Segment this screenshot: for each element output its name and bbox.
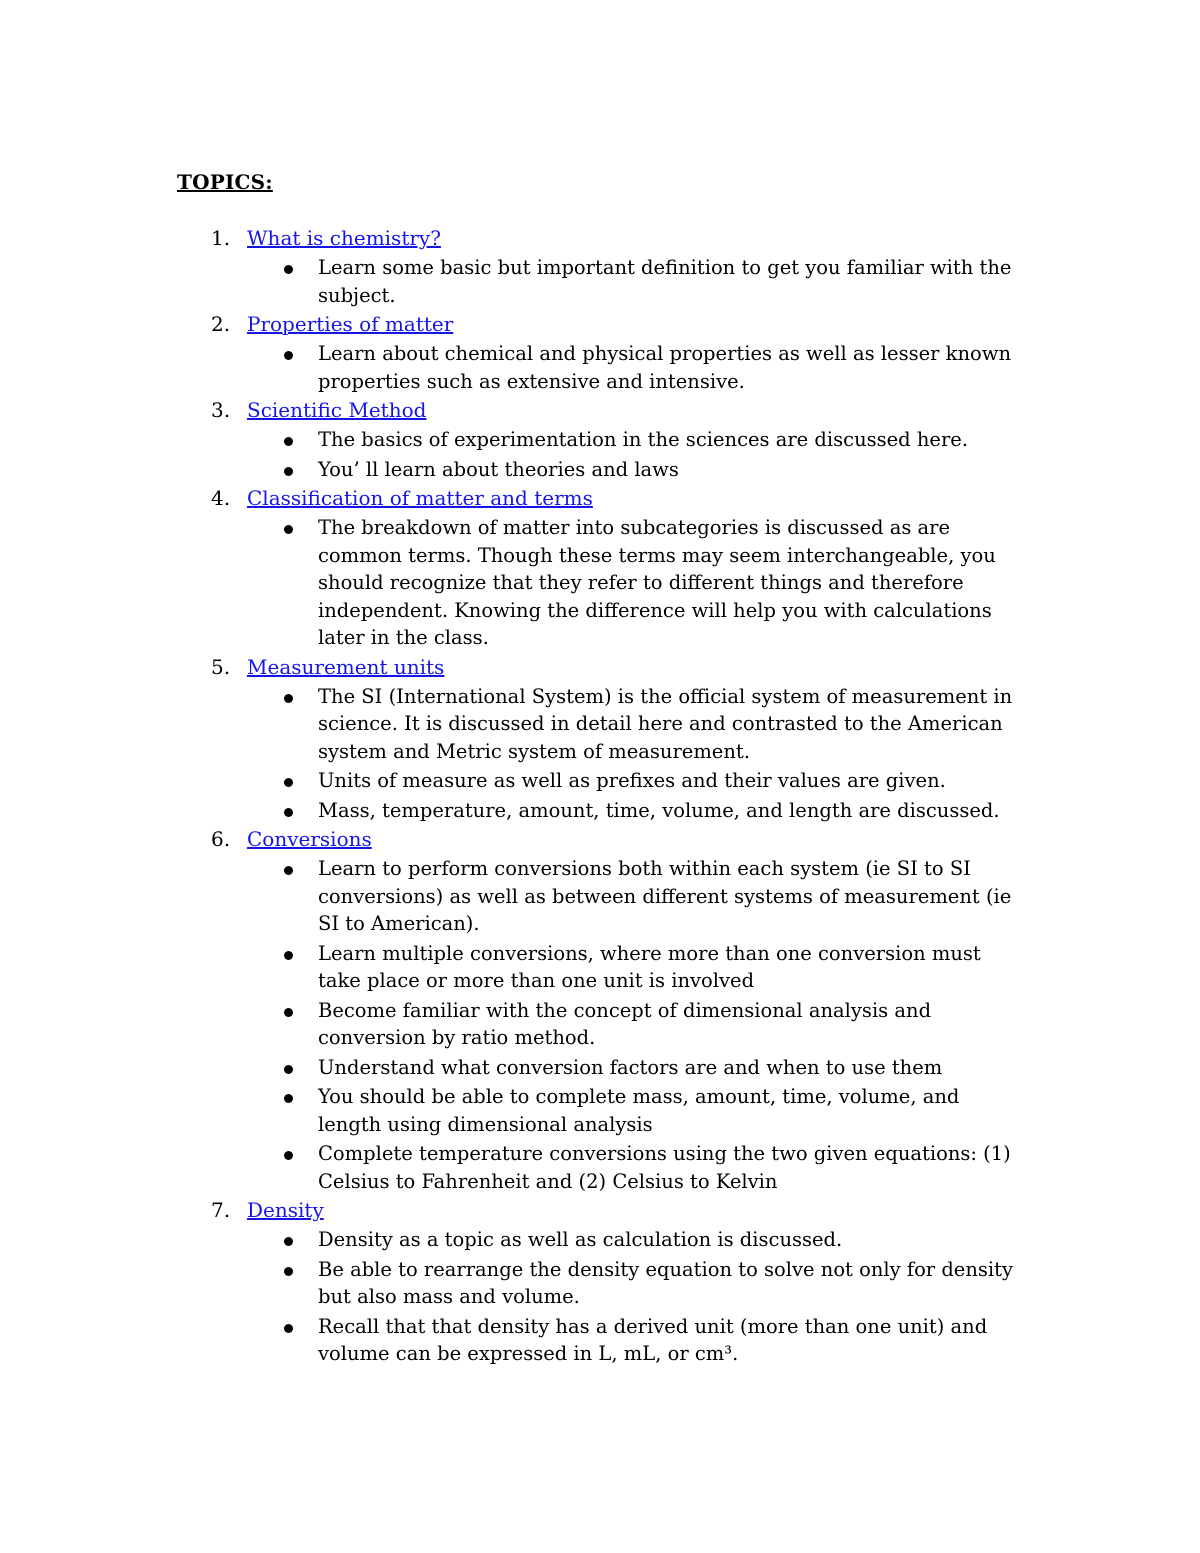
bullet-dot-icon — [284, 1324, 293, 1333]
bullet-item — [177, 1312, 1022, 1369]
bullet-text: The SI (International System) is the official system of measurement in science. It is discussed in detail here and contrasted to the American system and Metric system of measurement. — [318, 684, 1013, 763]
bullet-dot-icon — [284, 1151, 293, 1160]
bullet-item — [177, 253, 1022, 310]
bullet-text: Learn multiple conversions, where more than one conversion must take place or more than one unit is involved — [318, 941, 981, 992]
bullet-dot-icon — [284, 1094, 293, 1103]
page-heading: TOPICS: — [177, 170, 273, 194]
bullet-item — [177, 766, 1022, 796]
bullet-text: Recall that that density has a derived unit (more than one unit) and volume can be expressed in L, mL, or cm³. — [318, 1314, 988, 1365]
bullet-text: The breakdown of matter into subcategories is discussed as are common terms. Though these terms may seem interchangeable, you should recognize that they refer to different things and therefore independent. Knowing the difference will help you with calculations later in the class. — [318, 516, 996, 649]
topic-link[interactable]: What is chemistry? — [247, 226, 441, 250]
bullet-dot-icon — [284, 467, 293, 476]
topic-bullet-list — [177, 513, 1037, 653]
topic-link[interactable]: Measurement units — [247, 654, 445, 679]
bullet-dot-icon — [284, 351, 293, 360]
topic-item — [177, 310, 1037, 396]
topic-bullet-list — [177, 682, 1037, 826]
topic-item — [177, 396, 1037, 484]
topic-item — [177, 653, 1037, 826]
bullet-item — [177, 455, 1022, 485]
topic-header — [177, 310, 1037, 339]
topics-list — [177, 224, 1037, 1369]
bullet-dot-icon — [284, 1065, 293, 1074]
bullet-text: Learn about chemical and physical properties as well as lesser known properties such as extensive and intensive. — [318, 342, 1012, 393]
topic-item — [177, 484, 1037, 653]
bullet-dot-icon — [284, 1267, 293, 1276]
topic-link[interactable]: Properties of matter — [247, 312, 454, 336]
bullet-item — [177, 513, 1022, 653]
topic-header — [177, 484, 1037, 513]
topic-item — [177, 825, 1037, 1196]
bullet-item — [177, 339, 1022, 396]
bullet-text: Learn to perform conversions both within each system (ie SI to SI conversions) as well as between different systems of measurement (ie SI to American). — [318, 857, 1012, 935]
topic-header — [177, 224, 1037, 253]
bullet-dot-icon — [284, 951, 293, 960]
topic-item — [177, 1196, 1037, 1369]
topic-number: 2. — [211, 312, 231, 336]
bullet-text: Learn some basic but important definition to get you familiar with the subject. — [318, 256, 1012, 307]
bullet-text: Mass, temperature, amount, time, volume, and length are discussed. — [318, 798, 1000, 822]
bullet-dot-icon — [284, 525, 293, 534]
topic-link[interactable]: Conversions — [247, 827, 372, 851]
bullet-dot-icon — [284, 808, 293, 817]
topic-item — [177, 224, 1037, 310]
bullet-dot-icon — [284, 1008, 293, 1017]
topic-header — [177, 396, 1037, 425]
bullet-item — [177, 1082, 1022, 1139]
topic-header — [177, 1196, 1037, 1225]
bullet-dot-icon — [284, 1237, 293, 1246]
bullet-dot-icon — [284, 265, 293, 274]
bullet-item — [177, 796, 1022, 826]
bullet-item — [177, 939, 1022, 996]
bullet-item — [177, 996, 1022, 1053]
topic-bullet-list — [177, 1225, 1037, 1369]
topic-link[interactable]: Density — [247, 1198, 324, 1222]
bullet-text: Be able to rearrange the density equation to solve not only for density but also mass and volume. — [318, 1257, 1014, 1308]
bullet-item — [177, 1053, 1022, 1083]
topic-bullet-list — [177, 425, 1037, 484]
bullet-dot-icon — [284, 437, 293, 446]
topic-link[interactable]: Classification of matter and terms — [247, 486, 593, 510]
bullet-text: Units of measure as well as prefixes and their values are given. — [318, 769, 946, 792]
bullet-item — [177, 1139, 1022, 1196]
bullet-item — [177, 854, 1022, 939]
topic-number: 7. — [211, 1198, 231, 1222]
topic-header — [177, 825, 1037, 854]
bullet-item — [177, 1225, 1022, 1255]
bullet-text: Become familiar with the concept of dimensional analysis and conversion by ratio method. — [318, 998, 932, 1049]
topic-number: 6. — [211, 827, 231, 851]
topic-number: 4. — [211, 486, 231, 510]
bullet-dot-icon — [284, 694, 293, 703]
topic-bullet-list — [177, 854, 1037, 1196]
topic-number: 1. — [211, 226, 231, 250]
topic-link[interactable]: Scientific Method — [247, 398, 427, 422]
bullet-text: Density as a topic as well as calculation is discussed. — [318, 1228, 843, 1251]
bullet-text: You’ ll learn about theories and laws — [318, 457, 679, 481]
topic-bullet-list — [177, 253, 1037, 310]
bullet-text: You should be able to complete mass, amount, time, volume, and length using dimensional analysis — [318, 1085, 960, 1136]
bullet-text: Complete temperature conversions using the two given equations: (1) Celsius to Fahrenheit and (2) Celsius to Kelvin — [318, 1142, 1011, 1193]
bullet-text: The basics of experimentation in the sciences are discussed here. — [318, 428, 969, 451]
topic-number: 3. — [211, 398, 231, 422]
bullet-item — [177, 425, 1022, 455]
bullet-item — [177, 1255, 1022, 1312]
bullet-text: Understand what conversion factors are and when to use them — [318, 1055, 943, 1079]
bullet-dot-icon — [284, 866, 293, 875]
bullet-dot-icon — [284, 778, 293, 787]
topic-bullet-list — [177, 339, 1037, 396]
bullet-item — [177, 682, 1022, 767]
topic-header — [177, 653, 1037, 682]
topic-number: 5. — [211, 654, 231, 679]
